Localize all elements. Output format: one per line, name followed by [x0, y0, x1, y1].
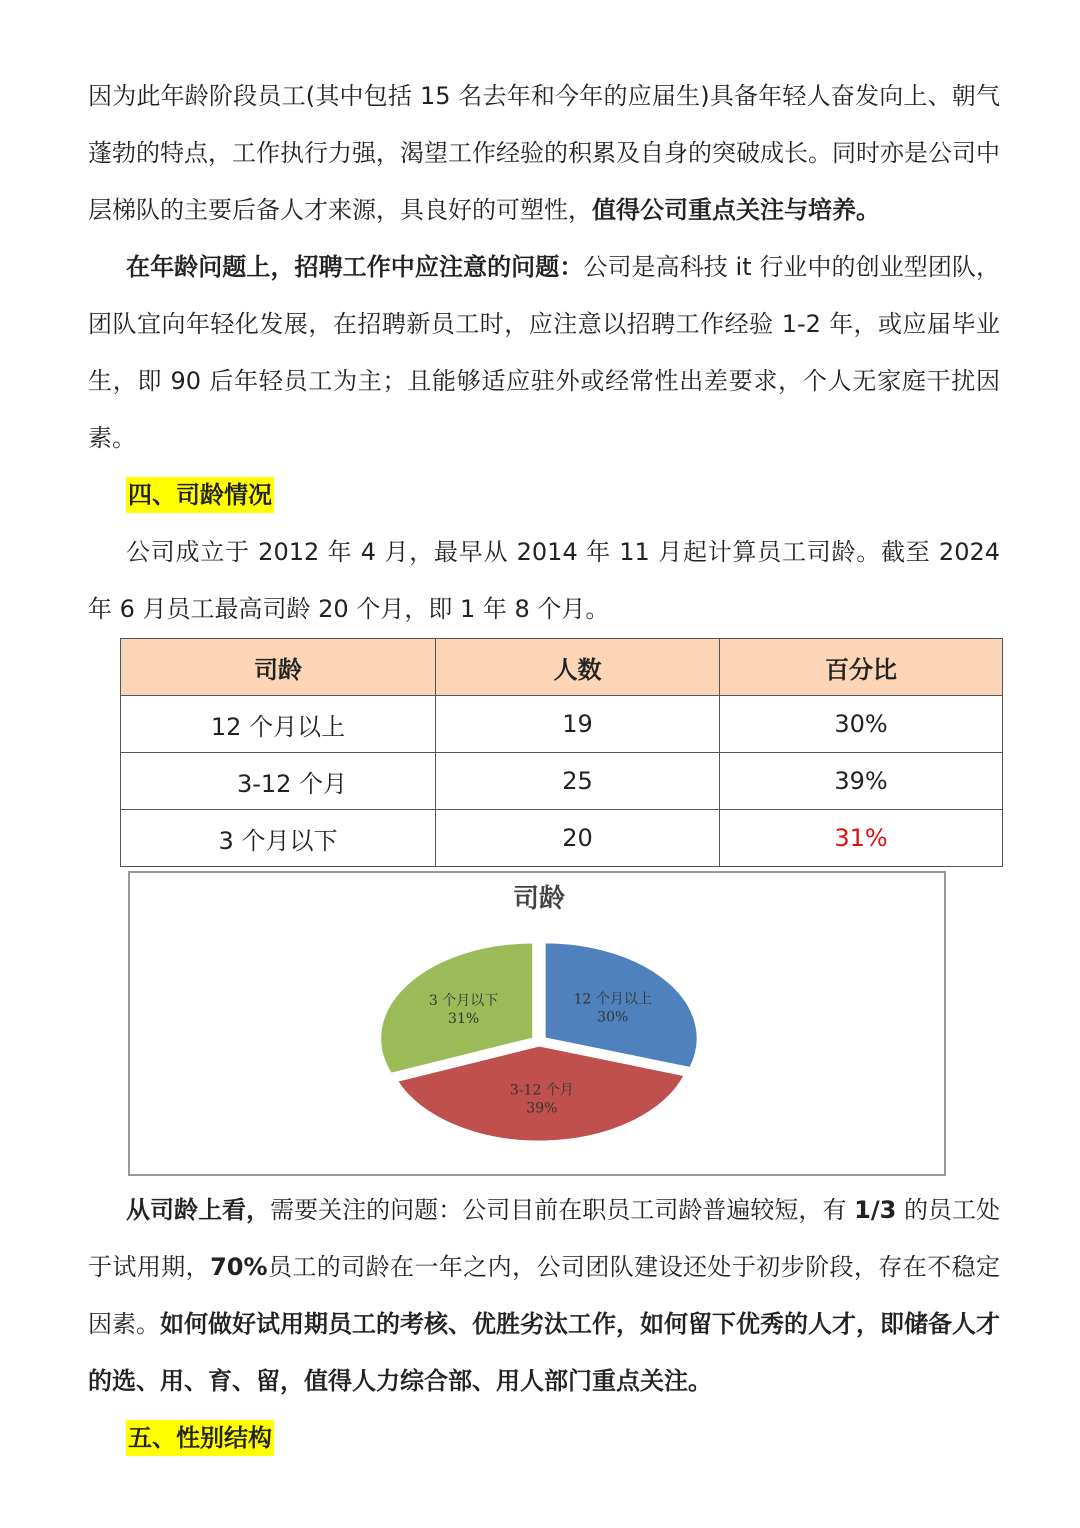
table-header-cell: 司龄 — [121, 639, 436, 696]
pie-chart-svg — [130, 873, 944, 1174]
table-cell: 39% — [720, 753, 1003, 810]
table-row — [121, 810, 1003, 867]
document-page — [88, 68, 1000, 1467]
table-header-cell: 人数 — [436, 639, 720, 696]
table-row — [121, 696, 1003, 753]
paragraph-tenure-intro: 公司成立于 2012 年 4 月，最早从 2014 年 11 月起计算员工司龄。截至 2024 年 6 月员工最高司龄 20 个月，即 1 年 8 个月。 — [88, 538, 1000, 623]
table-cell: 20 — [436, 810, 720, 867]
pie-slice-percent: 39% — [526, 1100, 558, 1117]
pie-slice-label: 3 个月以下 — [428, 992, 499, 1009]
section-heading-tenure: 四、司龄情况 — [88, 467, 1000, 524]
table-cell: 19 — [436, 696, 720, 753]
chart-title: 司龄 — [512, 884, 566, 914]
tenure-table — [120, 638, 1003, 867]
table-cell: 3-12 个月 — [121, 753, 436, 810]
table-header-cell: 百分比 — [720, 639, 1003, 696]
table-row — [121, 753, 1003, 810]
pie-slice-label: 12 个月以上 — [573, 991, 652, 1008]
pie-slice-label: 3-12 个月 — [509, 1082, 574, 1099]
paragraph-tenure-analysis: 从司龄上看，需要关注的问题：公司目前在职员工司龄普遍较短，有 1/3 的员工处于试用期，70%员工的司龄在一年之内，公司团队建设还处于初步阶段，存在不稳定因素。如何做好试用期员工的考核、优胜劣汰工作，如何留下优秀的人才，即储备人才的选、用、育、留，值得人力综合部、用人部门重点关注。 — [88, 1196, 1000, 1395]
tenure-pie-chart — [128, 871, 946, 1176]
section-heading-gender: 五、性别结构 — [88, 1410, 1000, 1467]
paragraph-age-analysis: 因为此年龄阶段员工(其中包括 15 名去年和今年的应届生)具备年轻人奋发向上、朝气蓬勃的特点，工作执行力强，渴望工作经验的积累及自身的突破成长。同时亦是公司中层梯队的主要后备人才来源，具良好的可塑性，值得公司重点关注与培养。 — [88, 82, 1000, 224]
paragraph-recruit-age: 在年龄问题上，招聘工作中应注意的问题：公司是高科技 it 行业中的创业型团队，团队宜向年轻化发展，在招聘新员工时，应注意以招聘工作经验 1-2 年，或应届毕业生，即 90 后年轻员工为主；且能够适应驻外或经常性出差要求，个人无家庭干扰因素。 — [88, 253, 1000, 452]
table-cell: 3 个月以下 — [121, 810, 436, 867]
pie-slice-percent: 30% — [597, 1009, 629, 1026]
table-header-row — [121, 639, 1003, 696]
table-cell: 30% — [720, 696, 1003, 753]
table-cell: 31% — [720, 810, 1003, 867]
bold-lead: 在年龄问题上，招聘工作中应注意的问题： — [126, 253, 584, 281]
pie-slice-percent: 31% — [448, 1010, 480, 1027]
table-cell: 25 — [436, 753, 720, 810]
table-cell: 12 个月以上 — [121, 696, 436, 753]
bold-conclusion: 值得公司重点关注与培养。 — [592, 196, 880, 224]
